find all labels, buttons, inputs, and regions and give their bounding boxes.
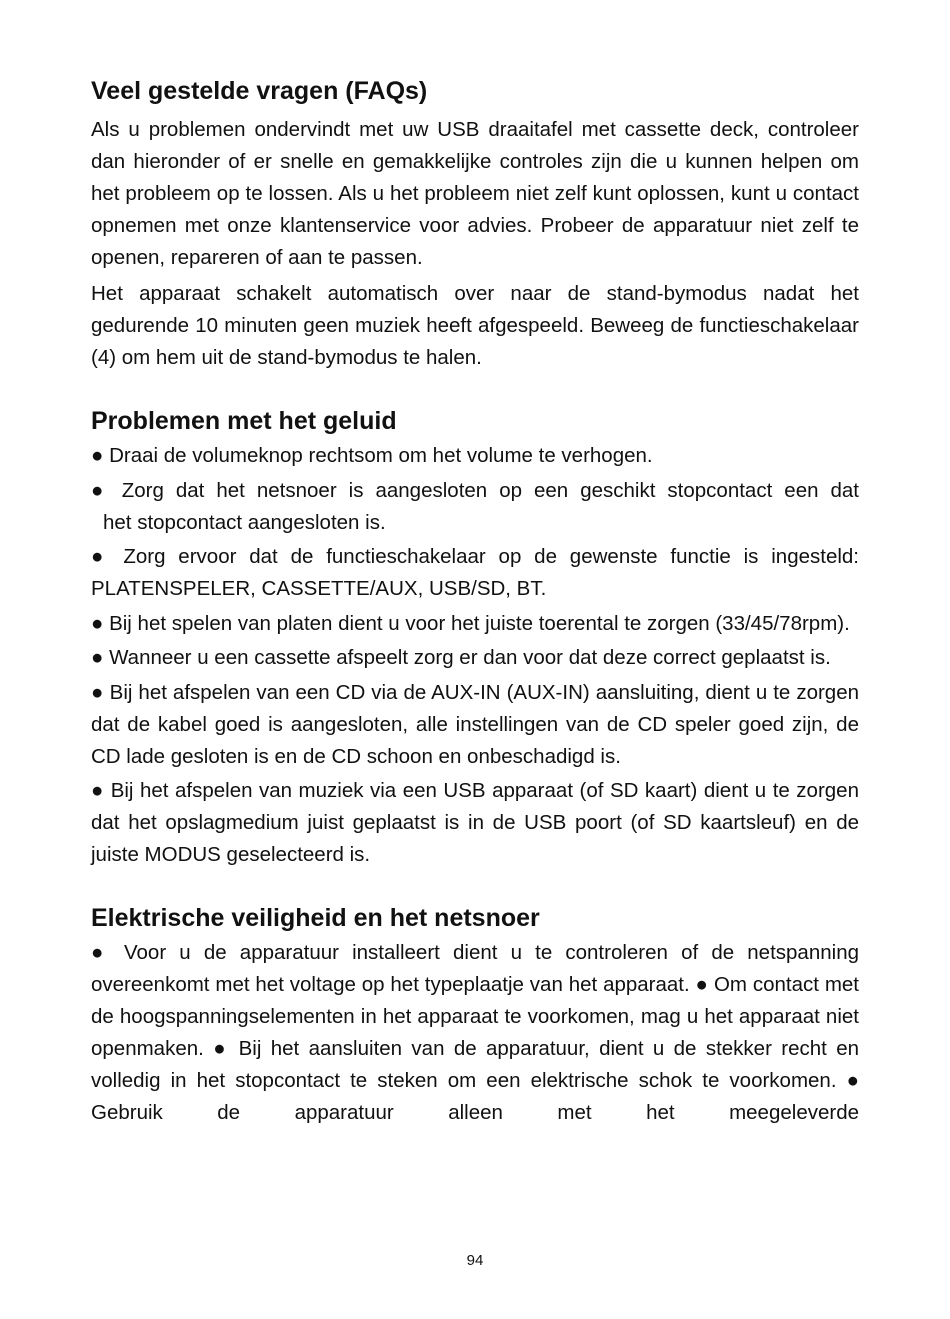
faq-paragraph-1: Als u problemen ondervindt met uw USB draaitafel met cassette deck, controleer dan hieronder of er snelle en gemakkelijke controles zijn die u kunnen helpen om het probleem op te lossen. Als u het probleem niet zelf kunt oplossen, kunt u contact opnemen met onze klantenservice voor advies. Probeer de apparatuur niet zelf te openen, repareren of aan te passen.: [91, 118, 859, 269]
sound-bullet-record-speed: ● Bij het spelen van platen dient u voor het juiste toerental te zorgen (33/45/78rpm).: [91, 611, 850, 635]
sound-bullet-usb-sd: ● Bij het afspelen van muziek via een USB apparaat (of SD kaart) dient u te zorgen dat het opslagmedium juist geplaatst is in de USB poort (of SD kaartsleuf) en de juiste MODUS geselecteerd is.: [91, 779, 859, 866]
faq-heading: Veel gestelde vragen (FAQs): [91, 77, 428, 105]
sound-bullet-power-cord: ● Zorg dat het netsnoer is aangesloten op een geschikt stopcontact een dat: [91, 478, 859, 502]
sound-bullet-cassette: ● Wanneer u een cassette afspeelt zorg er dan voor dat deze correct geplaatst is.: [91, 646, 831, 669]
sound-bullet-volume: ● Draai de volumeknop rechtsom om het volume te verhogen.: [91, 444, 653, 467]
sound-bullet-cd-aux: ● Bij het afspelen van een CD via de AUX-IN (AUX-IN) aansluiting, dient u te zorgen dat de kabel goed is aangesloten, alle instellingen van de CD speler goed zijn, de CD lade gesloten is en de CD schoon en onbeschadigd is.: [91, 680, 859, 768]
electrical-safety-paragraph: ● Voor u de apparatuur installeert dient u te controleren of de netspanning overeenkomt met het voltage op het typeplaatje van het apparaat. ● Om contact met de hoogspanningselementen in het apparaat te voorkomen, mag u het apparaat niet openmaken. ● Bij het aansluiten van de apparatuur, dient u de stekker recht en volledig in het stopcontact te steken om een elektrische schok te voorkomen. ● Gebruik de apparatuur alleen met het meegeleverde: [91, 941, 859, 1124]
sound-bullet-power-cord-continued: het stopcontact aangesloten is.: [103, 510, 386, 534]
page-content: [91, 74, 859, 1129]
page-number: 94: [466, 1252, 484, 1269]
faq-paragraph-2: Het apparaat schakelt automatisch over naar de stand-bymodus nadat het gedurende 10 minuten geen muziek heeft afgespeeld. Beweeg de functieschakelaar (4) om hem uit de stand-bymodus te halen.: [91, 282, 859, 369]
sound-bullet-function-switch: ● Zorg ervoor dat de functieschakelaar op de gewenste functie is ingesteld: PLATENSPELER, CASSETTE/AUX, USB/SD, BT.: [91, 545, 859, 600]
sound-problems-heading: Problemen met het geluid: [91, 407, 397, 435]
electrical-safety-heading: Elektrische veiligheid en het netsnoer: [91, 904, 540, 932]
